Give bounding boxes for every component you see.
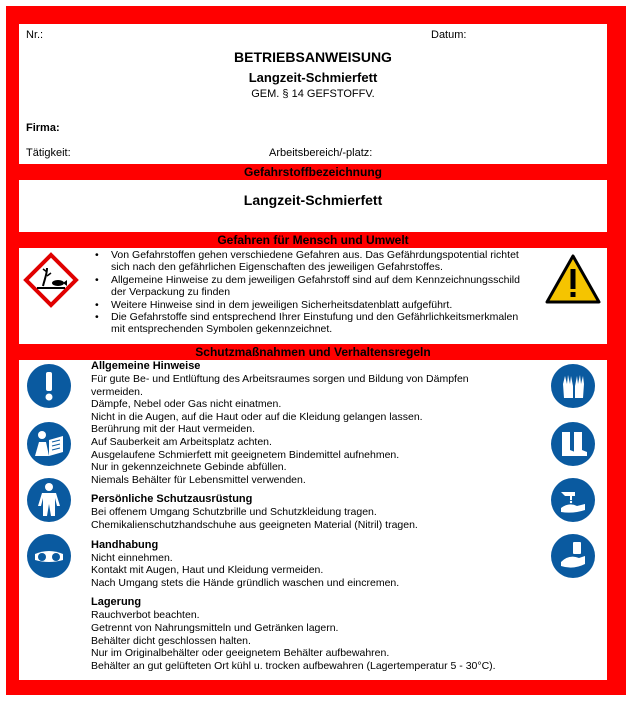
list-item: Nach Umgang stets die Hände gründlich waschen und eincremen. bbox=[91, 576, 400, 589]
section-bar-gefahrstoff: Gefahrstoffbezeichnung bbox=[243, 165, 382, 179]
persoenlich-title: Persönliche Schutzausrüstung bbox=[91, 493, 253, 506]
list-item: Nicht in die Augen, auf die Haut oder auf die Kleidung gelangen lassen. bbox=[91, 410, 423, 423]
list-item: • Die Gefahrstoffe sind entsprechend Ihrer Einstufung und den Gefährlichkeitsmerkmalen mit entsprechenden Symbolen gekennzeichnet. bbox=[89, 311, 529, 336]
law-reference: GEM. § 14 GEFSTOFFV. bbox=[251, 88, 375, 100]
list-item: Kontakt mit Augen, Haut und Kleidung vermeiden. bbox=[91, 564, 324, 577]
arbeitsbereich-label: Arbeitsbereich/-platz: bbox=[269, 147, 373, 159]
firma-label: Firma: bbox=[26, 122, 60, 134]
list-item: Bei offenem Umgang Schutzbrille und Schutzkleidung tragen. bbox=[91, 506, 377, 519]
read-instructions-icon bbox=[27, 422, 71, 466]
list-item: Nur in gekennzeichnete Gebinde abfüllen. bbox=[91, 461, 287, 474]
list-item: • Allgemeine Hinweise zu dem jeweiligen Gefahrstoff sind auf dem Kennzeichnungsschild der Verpackung zu finden bbox=[89, 274, 529, 299]
list-item: Für gute Be- und Entlüftung des Arbeitsraumes sorgen und Bildung von Dämpfen bbox=[91, 373, 469, 385]
general-mandatory-icon bbox=[27, 364, 71, 408]
document-subtitle: Langzeit-Schmierfett bbox=[248, 70, 378, 85]
hazard-list bbox=[89, 249, 529, 336]
protective-suit-icon bbox=[27, 478, 71, 522]
boots-icon bbox=[551, 422, 595, 466]
gloves-icon bbox=[551, 364, 595, 408]
goggles-icon bbox=[27, 534, 71, 578]
allgemein-title: Allgemeine Hinweise bbox=[91, 360, 201, 372]
list-item: Dämpfe, Nebel oder Gas nicht einatmen. bbox=[91, 398, 282, 411]
list-item: vermeiden. bbox=[91, 385, 143, 398]
document-title: BETRIEBSANWEISUNG bbox=[234, 49, 392, 65]
hand-wash-icon bbox=[551, 478, 595, 522]
taetigkeit-label: Tätigkeit: bbox=[26, 147, 71, 159]
list-item: • Von Gefahrstoffen gehen verschiedene Gefahren aus. Das Gefährdungspotential richtet sich nach den gefährlichen Eigenschaften des jeweiligen Gefahrstoffes. bbox=[89, 249, 529, 274]
list-item: Behälter an gut gelüfteten Ort kühl u. trocken aufbewahren (Lagertemperatur 5 - 30°C). bbox=[91, 659, 496, 672]
gefahren-panel bbox=[19, 248, 607, 344]
list-item: Getrennt von Nahrungsmitteln und Getränken lagern. bbox=[91, 621, 339, 634]
substance-name: Langzeit-Schmierfett bbox=[243, 192, 383, 208]
skin-cream-icon bbox=[551, 534, 595, 578]
section-bar-schutz: Schutzmaßnahmen und Verhaltensregeln bbox=[195, 345, 431, 359]
list-item: • Weitere Hinweise sind in dem jeweiligen Sicherheitsdatenblatt aufgeführt. bbox=[89, 299, 529, 311]
list-item: Ausgelaufene Schmierfett mit geeignetem Bindemittel aufnehmen. bbox=[91, 448, 400, 461]
datum-label: Datum: bbox=[431, 29, 467, 41]
list-item: Rauchverbot beachten. bbox=[91, 609, 200, 622]
environment-hazard-icon bbox=[23, 252, 79, 308]
list-item: Auf Sauberkeit am Arbeitsplatz achten. bbox=[91, 435, 272, 448]
list-item: Berührung mit der Haut vermeiden. bbox=[91, 423, 255, 436]
text-column bbox=[91, 360, 549, 672]
nr-label: Nr.: bbox=[26, 29, 44, 41]
list-item: Behälter dicht geschlossen halten. bbox=[91, 634, 251, 647]
list-item: Chemikalienschutzhandschuhe aus geeigneten Material (Nitril) tragen. bbox=[91, 518, 418, 531]
list-item: Nur im Originalbehälter oder geeignetem Behälter aufbewahren. bbox=[91, 647, 390, 660]
list-item: Niemals Behälter für Lebensmittel verwenden. bbox=[91, 473, 306, 486]
section-bar-gefahren: Gefahren für Mensch und Umwelt bbox=[217, 233, 409, 247]
header-panel bbox=[19, 24, 607, 164]
warning-triangle-icon bbox=[545, 254, 601, 304]
list-item: Nicht einnehmen. bbox=[91, 551, 173, 564]
handhabung-title: Handhabung bbox=[91, 538, 159, 551]
lagerung-title: Lagerung bbox=[91, 596, 142, 609]
gefahrstoff-panel bbox=[19, 180, 607, 232]
schutz-panel bbox=[19, 360, 607, 680]
